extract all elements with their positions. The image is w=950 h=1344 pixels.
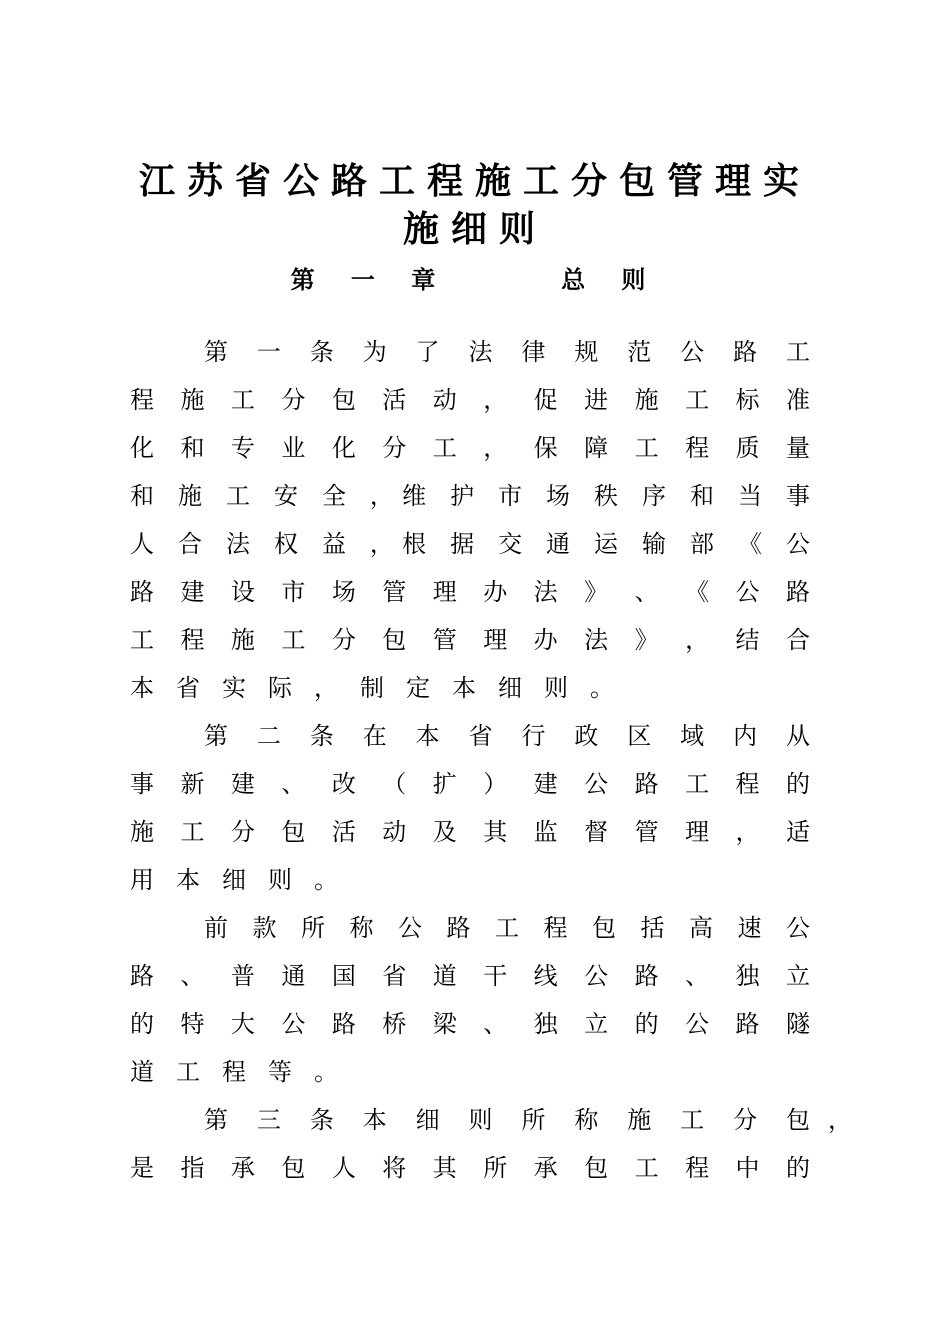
article-1-line-3: 化 和 专 业 化 分 工 ， 保 障 工 程 质 量: [130, 434, 810, 462]
article-3-line-2: 是 指 承 包 人 将 其 所 承 包 工 程 中 的: [130, 1154, 810, 1182]
article-2-para-2-line-3: 的 特 大 公 路 桥 梁 、 独 立 的 公 路 隧: [130, 1010, 810, 1038]
article-2-line-3: 施 工 分 包 活 动 及 其 监 督 管 理 ， 适: [130, 818, 810, 846]
article-1-line-6: 路 建 设 市 场 管 理 办 法 》 、 《 公 路: [130, 578, 810, 606]
article-1-line-1: 第 一 条 为 了 法 律 规 范 公 路 工: [204, 338, 810, 366]
article-3-line-1: 第 三 条 本 细 则 所 称 施 工 分 包: [204, 1106, 810, 1134]
chapter-heading: 第 一 章 总 则: [290, 266, 660, 294]
article-2-line-2: 事 新 建 、 改 （ 扩 ） 建 公 路 工 程 的: [130, 770, 810, 798]
article-1-line-4: 和 施 工 安 全 ，维 护 市 场 秩 序 和 当 事: [130, 482, 810, 510]
document-title-line-1: 江苏省公路工程施工分包管理实: [138, 161, 811, 202]
article-1-line-8: 本省实际，制定本细则。: [130, 674, 636, 702]
article-1-line-2: 程 施 工 分 包 活 动 ， 促 进 施 工 标 准: [130, 386, 810, 414]
article-2-line-1: 第 二 条 在 本 省 行 政 区 域 内 从: [204, 722, 810, 750]
article-1-line-7: 工 程 施 工 分 包 管 理 办 法 》 ， 结 合: [130, 626, 810, 654]
document-title-line-2: 施细则: [402, 209, 547, 250]
article-2-para-2-line-2: 路 、 普 通 国 省 道 干 线 公 路 、 独 立: [130, 962, 810, 990]
article-2-para-2-line-1: 前 款 所 称 公 路 工 程 包 括 高 速 公: [204, 914, 810, 942]
article-3-trailing-comma: ，: [828, 1106, 852, 1134]
article-1-line-5: 人 合 法 权 益 ，根 据 交 通 运 输 部 《 公: [130, 530, 810, 558]
article-2-line-4: 用本细则。: [130, 866, 360, 894]
article-2-para-2-line-4: 道工程等。: [130, 1058, 360, 1086]
